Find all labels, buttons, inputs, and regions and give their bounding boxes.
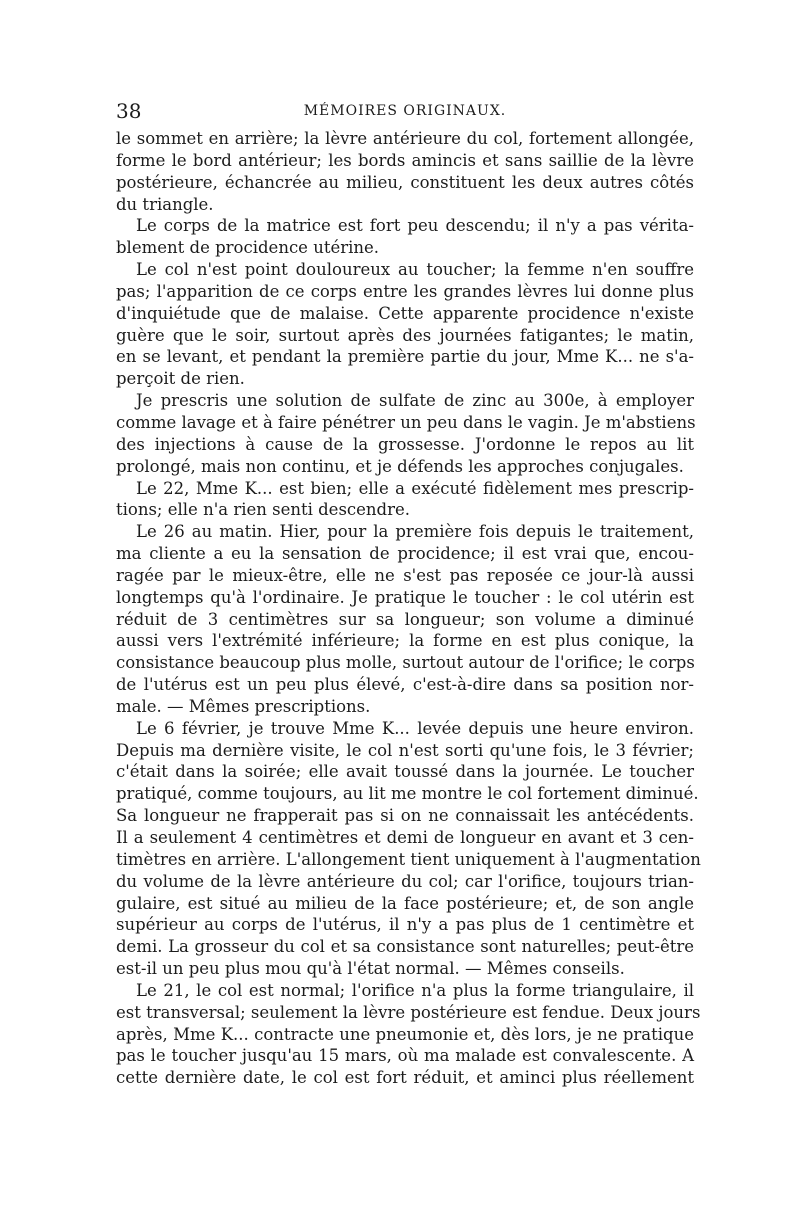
text-line: du triangle. xyxy=(116,194,214,214)
text-line: ma cliente a eu la sensation de procidence; il est vrai que, encou- xyxy=(116,544,694,564)
page-header xyxy=(116,96,694,126)
text-line: de l'utérus est un peu plus élevé, c'est-à-dire dans sa position nor- xyxy=(116,675,694,695)
text-line: blement de procidence utérine. xyxy=(116,238,380,258)
text-line: aussi vers l'extrémité inférieure; la forme en est plus conique, la xyxy=(116,631,694,651)
text-line: gulaire, est situé au milieu de la face postérieure; et, de son angle xyxy=(116,893,694,913)
text-line: Depuis ma dernière visite, le col n'est sorti qu'une fois, le 3 février; xyxy=(116,740,694,760)
text-line: timètres en arrière. L'allongement tient uniquement à l'augmentation xyxy=(116,849,701,869)
body-text xyxy=(116,128,701,1089)
text-line: en se levant, et pendant la première partie du jour, Mme K... ne s'a- xyxy=(116,347,694,367)
text-line: le sommet en arrière; la lèvre antérieure du col, fortement allongée, xyxy=(116,129,694,148)
text-line: supérieur au corps de l'utérus, il n'y a pas plus de 1 centimètre et xyxy=(116,915,694,935)
text-line: est-il un peu plus mou qu'à l'état normal. — Mêmes conseils. xyxy=(116,959,625,979)
text-line: est transversal; seulement la lèvre postérieure est fendue. Deux jours xyxy=(116,1002,701,1022)
text-line: des injections à cause de la grossesse. J'ordonne le repos au lit xyxy=(116,434,694,454)
text-line: cette dernière date, le col est fort réduit, et aminci plus réellement xyxy=(116,1068,694,1088)
text-line: forme le bord antérieur; les bords amincis et sans saillie de la lèvre xyxy=(116,150,694,170)
text-line: Le 21, le col est normal; l'orifice n'a plus la forme triangulaire, il xyxy=(136,980,694,1000)
text-line: du volume de la lèvre antérieure du col; car l'orifice, toujours trian- xyxy=(116,871,694,891)
text-line: guère que le soir, surtout après des journées fatigantes; le matin, xyxy=(116,325,694,345)
text-line: pas le toucher jusqu'au 15 mars, où ma malade est convalescente. A xyxy=(116,1046,694,1066)
text-line: Le 26 au matin. Hier, pour la première fois depuis le traitement, xyxy=(136,522,694,542)
text-line: Sa longueur ne frapperait pas si on ne connaissait les antécédents. xyxy=(116,806,694,826)
running-title: MÉMOIRES ORIGINAUX. xyxy=(303,103,507,119)
text-line: longtemps qu'à l'ordinaire. Je pratique le toucher : le col utérin est xyxy=(116,587,694,607)
text-line: comme lavage et à faire pénétrer un peu dans le vagin. Je m'abstiens xyxy=(116,412,696,432)
text-line: c'était dans la soirée; elle avait toussé dans la journée. Le toucher xyxy=(116,762,694,782)
text-line: d'inquiétude que de malaise. Cette apparente procidence n'existe xyxy=(116,303,694,323)
text-line: Le 22, Mme K... est bien; elle a exécuté fidèlement mes prescrip- xyxy=(136,478,694,498)
text-line: ragée par le mieux-être, elle ne s'est pas reposée ce jour-là aussi xyxy=(116,565,694,585)
text-line: Le 6 février, je trouve Mme K... levée depuis une heure environ. xyxy=(136,718,694,738)
text-line: pratiqué, comme toujours, au lit me montre le col fortement diminué. xyxy=(116,784,699,804)
text-line: Le corps de la matrice est fort peu descendu; il n'y a pas vérita- xyxy=(136,216,694,236)
text-line: après, Mme K... contracte une pneumonie et, dès lors, je ne pratique xyxy=(116,1024,694,1044)
text-line: Il a seulement 4 centimètres et demi de longueur en avant et 3 cen- xyxy=(116,828,694,847)
text-line: male. — Mêmes prescriptions. xyxy=(116,696,371,716)
text-line: Le col n'est point douloureux au toucher; la femme n'en souffre xyxy=(136,260,694,280)
text-line: pas; l'apparition de ce corps entre les grandes lèvres lui donne plus xyxy=(116,281,694,301)
text-line: demi. La grosseur du col et sa consistance sont naturelles; peut-être xyxy=(116,937,694,957)
text-line: prolongé, mais non continu, et je défends les approches conjugales. xyxy=(116,456,684,476)
text-line: postérieure, échancrée au milieu, constituent les deux autres côtés xyxy=(116,172,694,192)
text-line: perçoit de rien. xyxy=(116,369,245,389)
text-line: réduit de 3 centimètres sur sa longueur; son volume a diminué xyxy=(116,609,694,629)
text-line: tions; elle n'a rien senti descendre. xyxy=(116,500,411,520)
page-number: 38 xyxy=(116,99,142,123)
text-line: consistance beaucoup plus molle, surtout autour de l'orifice; le corps xyxy=(116,653,695,673)
text-line: Je prescris une solution de sulfate de zinc au 300e, à employer xyxy=(136,391,694,411)
